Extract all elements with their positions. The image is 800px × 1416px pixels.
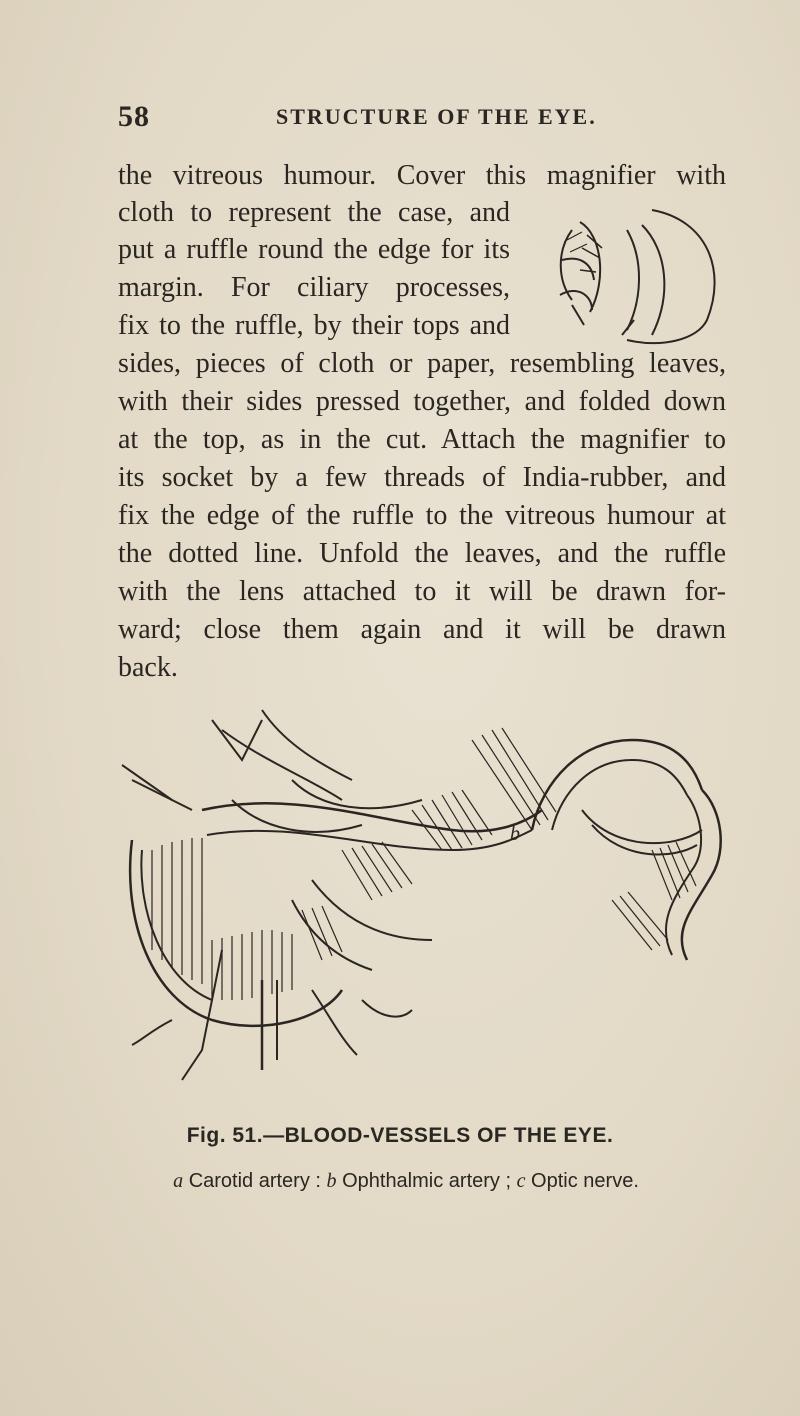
legend-text-b: Ophthalmic artery ; [342, 1170, 512, 1192]
legend-letter-c: c [516, 1170, 526, 1192]
body-line: ward; close them again and it will be drawn [118, 614, 726, 645]
ciliary-leaves-illustration [532, 200, 732, 350]
legend-text-c: Optic nerve. [531, 1170, 639, 1192]
running-title: STRUCTURE OF THE EYE. [276, 104, 597, 129]
legend-text-a: Carotid artery : [188, 1170, 321, 1192]
legend-letter-b: b [326, 1170, 337, 1192]
body-line: with their sides pressed together, and folded down [118, 386, 726, 417]
legend-letter-a: a [173, 1170, 184, 1192]
body-line: the dotted line. Unfold the leaves, and the ruffle [118, 538, 726, 569]
body-line: fix to the ruffle, by their tops and [118, 310, 510, 341]
figure-legend [96, 1170, 716, 1193]
body-line: sides, pieces of cloth or paper, resembling leaves, [118, 348, 726, 379]
body-line: at the top, as in the cut. Attach the magnifier to [118, 424, 726, 455]
blood-vessels-illustration [112, 700, 734, 1090]
body-line: fix the edge of the ruffle to the vitreous humour at [118, 500, 726, 531]
page-header [118, 100, 758, 134]
figure-caption-title: Fig. 51.—BLOOD-VESSELS OF THE EYE. [186, 1124, 614, 1147]
body-line: put a ruffle round the edge for its [118, 234, 510, 265]
body-line: the vitreous humour. Cover this magnifier with [118, 160, 726, 191]
body-line: with the lens attached to it will be drawn for- [118, 576, 726, 607]
page-number: 58 [118, 100, 150, 133]
body-line: its socket by a few threads of India-rubber, and [118, 462, 726, 493]
body-line: back. [118, 652, 178, 683]
body-line: margin. For ciliary processes, [118, 272, 510, 303]
figure-label-b: b [510, 823, 520, 845]
body-line: cloth to represent the case, and [118, 197, 510, 228]
